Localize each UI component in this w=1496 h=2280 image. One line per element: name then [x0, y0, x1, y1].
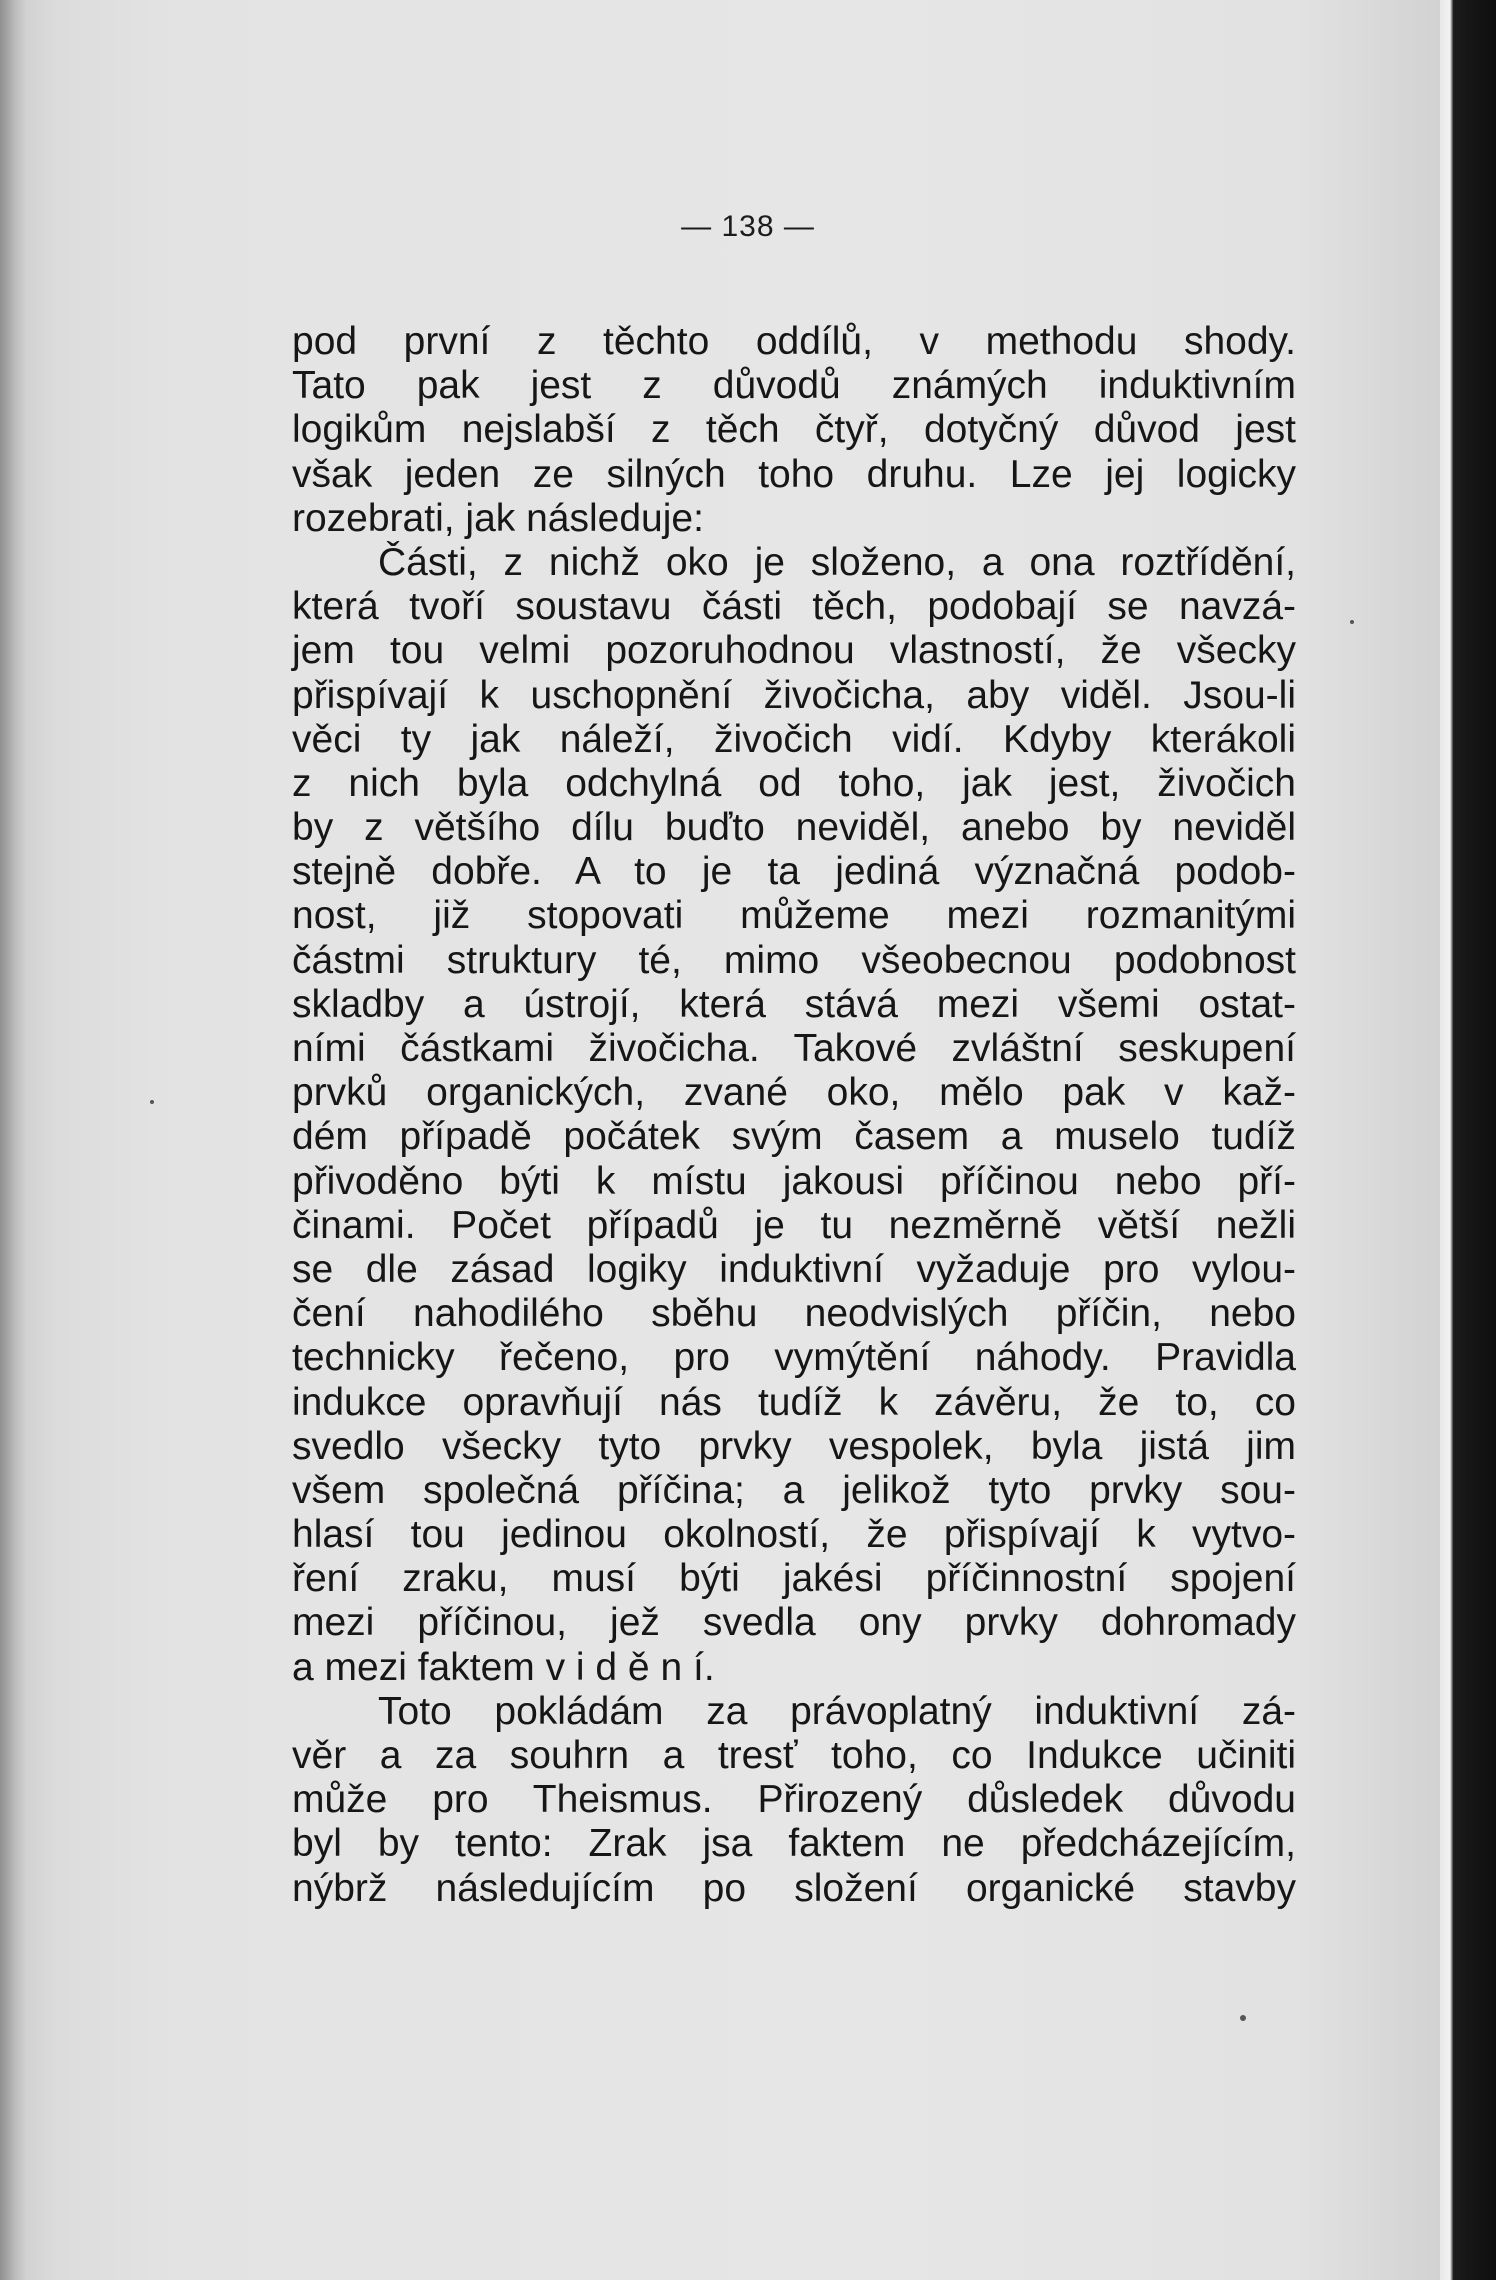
text-line: prvků organických, zvané oko, mělo pak v kaž-: [292, 1071, 1296, 1115]
text-line: Části, z nichž oko je složeno, a ona roztřídění,: [378, 540, 1296, 584]
text-line: činami. Počet případů je tu nezměrně větší nežli: [292, 1203, 1296, 1247]
text-line: se dle zásad logiky induktivní vyžaduje pro vylou-: [292, 1247, 1296, 1291]
text-line: přispívají k uschopnění živočicha, aby viděl. Jsou-li: [292, 673, 1296, 717]
text-line: nost, již stopovati můžeme mezi rozmanitými: [292, 894, 1296, 938]
text-line: ření zraku, musí býti jakési příčinnostní spojení: [292, 1557, 1296, 1601]
text-line: mezi příčinou, jež svedla ony prvky dohromady: [292, 1601, 1296, 1645]
text-line: částmi struktury té, mimo všeobecnou podobnost: [292, 938, 1296, 982]
text-line: technicky řečeno, pro vymýtění náhody. Pravidla: [292, 1336, 1296, 1380]
text-line: ními částkami živočicha. Takové zvláštní seskupení: [292, 1027, 1296, 1070]
text-line: logikům nejslabší z těch čtyř, dotyčný důvod jest: [292, 408, 1296, 452]
paper-speck: [1240, 2015, 1246, 2021]
text-line: skladby a ústrojí, která stává mezi všemi ostat-: [292, 982, 1296, 1026]
text-line: která tvoří soustavu části těch, podobají se navzá-: [292, 585, 1296, 629]
text-line: čení nahodilého sběhu neodvislých příčin, nebo: [292, 1292, 1296, 1336]
text-line: však jeden ze silných toho druhu. Lze jej logicky: [292, 452, 1296, 496]
text-line: jem tou velmi pozoruhodnou vlastností, že všecky: [292, 629, 1296, 673]
text-line: nýbrž následujícím po složení organické stavby: [292, 1866, 1296, 1910]
text-line: může pro Theismus. Přirozený důsledek důvodu: [292, 1778, 1296, 1822]
text-line: z nich byla odchylná od toho, jak jest, živočich: [292, 761, 1296, 805]
text-line: pod první z těchto oddílů, v methodu shody.: [292, 320, 1296, 363]
text-line: všem společná příčina; a jelikož tyto prvky sou-: [292, 1468, 1296, 1512]
text-line: Tato pak jest z důvodů známých induktivním: [292, 364, 1296, 408]
text-line: dém případě počátek svým časem a muselo tudíž: [292, 1115, 1296, 1159]
body-text: [292, 320, 1296, 1911]
text-line: a mezi faktem v i d ě n í.: [292, 1645, 715, 1689]
text-line: věr a za souhrn a tresť toho, co Indukce učiniti: [292, 1734, 1296, 1777]
text-line: věci ty jak náleží, živočich vidí. Kdyby kterákoli: [292, 717, 1296, 761]
text-line: hlasí tou jedinou okolností, že přispívají k vytvo-: [292, 1513, 1296, 1557]
text-line: rozebrati, jak následuje:: [292, 496, 704, 540]
text-line: by z většího dílu buďto neviděl, anebo by neviděl: [292, 806, 1296, 850]
paper-speck: [1350, 620, 1354, 624]
text-line: byl by tento: Zrak jsa faktem ne předcházejícím,: [292, 1822, 1296, 1866]
text-line: přivoděno býti k místu jakousi příčinou nebo pří-: [292, 1159, 1296, 1203]
binding-shadow: [0, 0, 26, 2280]
text-line: stejně dobře. A to je ta jediná význačná podob-: [292, 850, 1296, 894]
page-number: — 138 —: [681, 210, 815, 243]
page-edge: [1440, 0, 1496, 2280]
paper-speck: [150, 1100, 154, 1104]
text-line: Toto pokládám za právoplatný induktivní zá-: [378, 1689, 1296, 1733]
text-line: svedlo všecky tyto prvky vespolek, byla jistá jim: [292, 1424, 1296, 1468]
text-line: indukce opravňují nás tudíž k závěru, že to, co: [292, 1380, 1296, 1424]
